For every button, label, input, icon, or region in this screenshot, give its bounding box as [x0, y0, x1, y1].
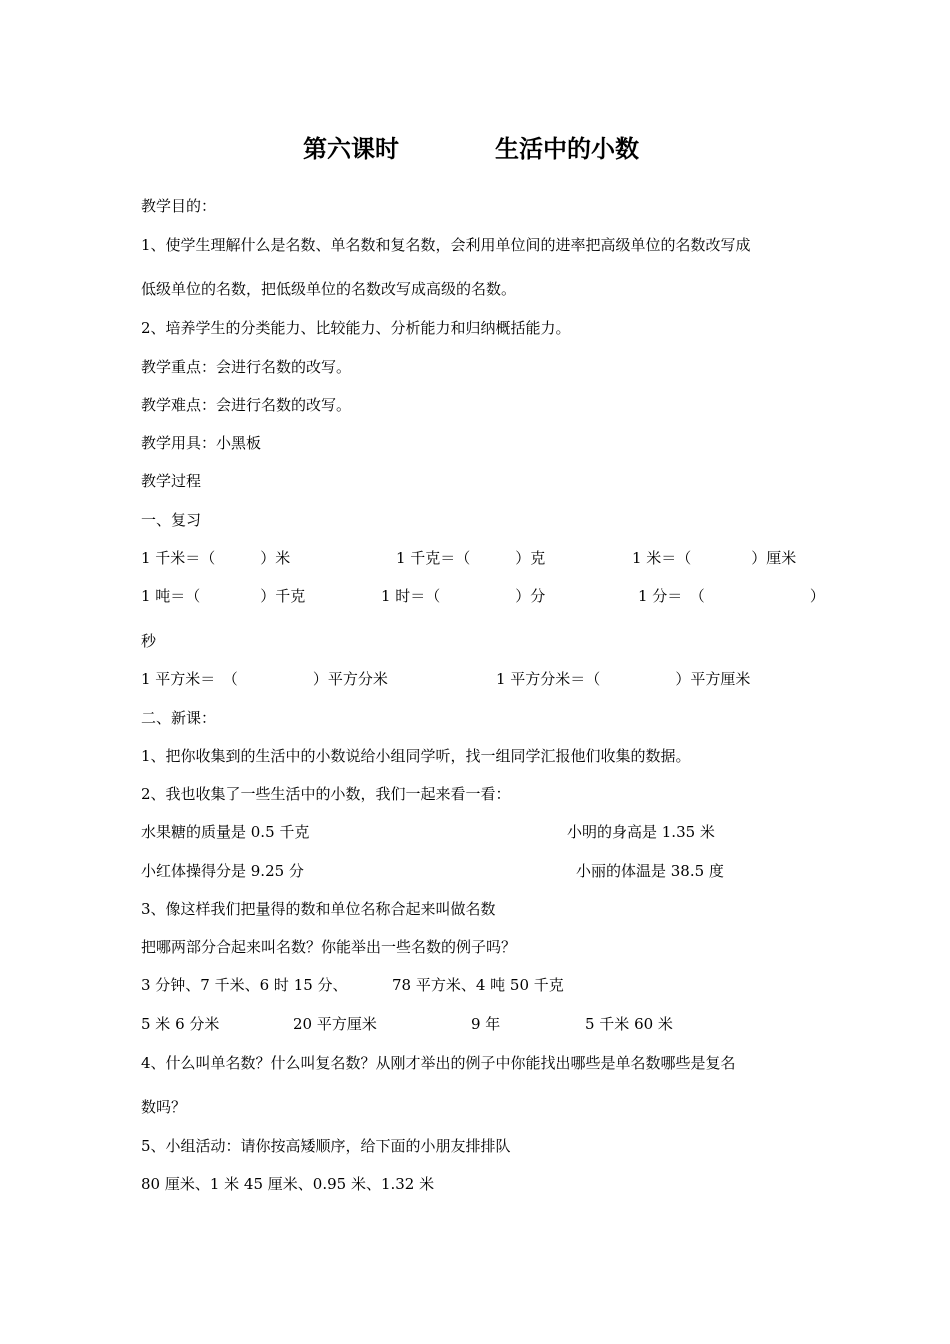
- names-item: 3 分钟、7 千米、6 时 15 分、: [141, 976, 348, 994]
- goal-heading: 教学目的：: [141, 197, 217, 215]
- step-1: 1、把你收集到的生活中的小数说给小组同学听，找一组同学汇报他们收集的数据。: [141, 747, 691, 765]
- review-item: 1 平方米＝ （ ）平方分米: [141, 670, 388, 688]
- names-item: 78 平方米、4 吨 50 千克: [392, 976, 564, 994]
- difficulty: 教学难点：会进行名数的改写。: [141, 396, 352, 414]
- example-item: 小丽的体温是 38.5 度: [576, 862, 724, 880]
- new-lesson-heading: 二、新课：: [141, 709, 217, 727]
- question: 把哪两部分合起来叫名数？你能举出一些名数的例子吗？: [141, 938, 517, 956]
- review-heading: 一、复习: [141, 511, 202, 529]
- title-lesson-number: 第六课时: [303, 134, 399, 163]
- step-5: 5、小组活动：请你按高矮顺序，给下面的小朋友排排队: [141, 1137, 511, 1155]
- goal-2: 2、培养学生的分类能力、比较能力、分析能力和归纳概括能力。: [141, 319, 571, 337]
- review-item: 1 分＝ （ ）: [638, 587, 825, 605]
- step-4-line-2: 数吗？: [141, 1098, 187, 1116]
- title-topic: 生活中的小数: [495, 134, 639, 163]
- example-item: 小明的身高是 1.35 米: [567, 823, 715, 841]
- example-item: 小红体操得分是 9.25 分: [141, 862, 304, 880]
- names-item: 5 千米 60 米: [585, 1015, 673, 1033]
- heights-list: 80 厘米、1 米 45 厘米、0.95 米、1.32 米: [141, 1175, 435, 1193]
- goal-1-line-1: 1、使学生理解什么是名数、单名数和复名数，会利用单位间的进率把高级单位的名数改写成: [141, 236, 751, 254]
- goal-1-line-2: 低级单位的名数，把低级单位的名数改写成高级的名数。: [141, 280, 517, 298]
- review-item: 1 千克＝（ ）克: [396, 549, 546, 567]
- step-2: 2、我也收集了一些生活中的小数，我们一起来看一看：: [141, 785, 511, 803]
- review-item: 1 米＝（ ）厘米: [632, 549, 797, 567]
- process-heading: 教学过程: [141, 472, 202, 490]
- names-item: 20 平方厘米: [293, 1015, 377, 1033]
- review-item: 1 时＝（ ）分: [381, 587, 546, 605]
- names-item: 9 年: [471, 1015, 501, 1033]
- review-item: 1 千米＝（ ）米: [141, 549, 291, 567]
- example-item: 水果糖的质量是 0.5 千克: [141, 823, 310, 841]
- review-item: 1 吨＝（ ）千克: [141, 587, 306, 605]
- review-row-wrap: 秒: [141, 632, 157, 650]
- review-item: 1 平方分米＝（ ）平方厘米: [496, 670, 751, 688]
- page-title: [0, 134, 950, 166]
- key-point: 教学重点：会进行名数的改写。: [141, 358, 352, 376]
- step-3: 3、像这样我们把量得的数和单位名称合起来叫做名数: [141, 900, 496, 918]
- step-4-line-1: 4、什么叫单名数？什么叫复名数？从刚才举出的例子中你能找出哪些是单名数哪些是复名: [141, 1054, 736, 1072]
- teaching-tools: 教学用具：小黑板: [141, 434, 262, 452]
- names-item: 5 米 6 分米: [141, 1015, 220, 1033]
